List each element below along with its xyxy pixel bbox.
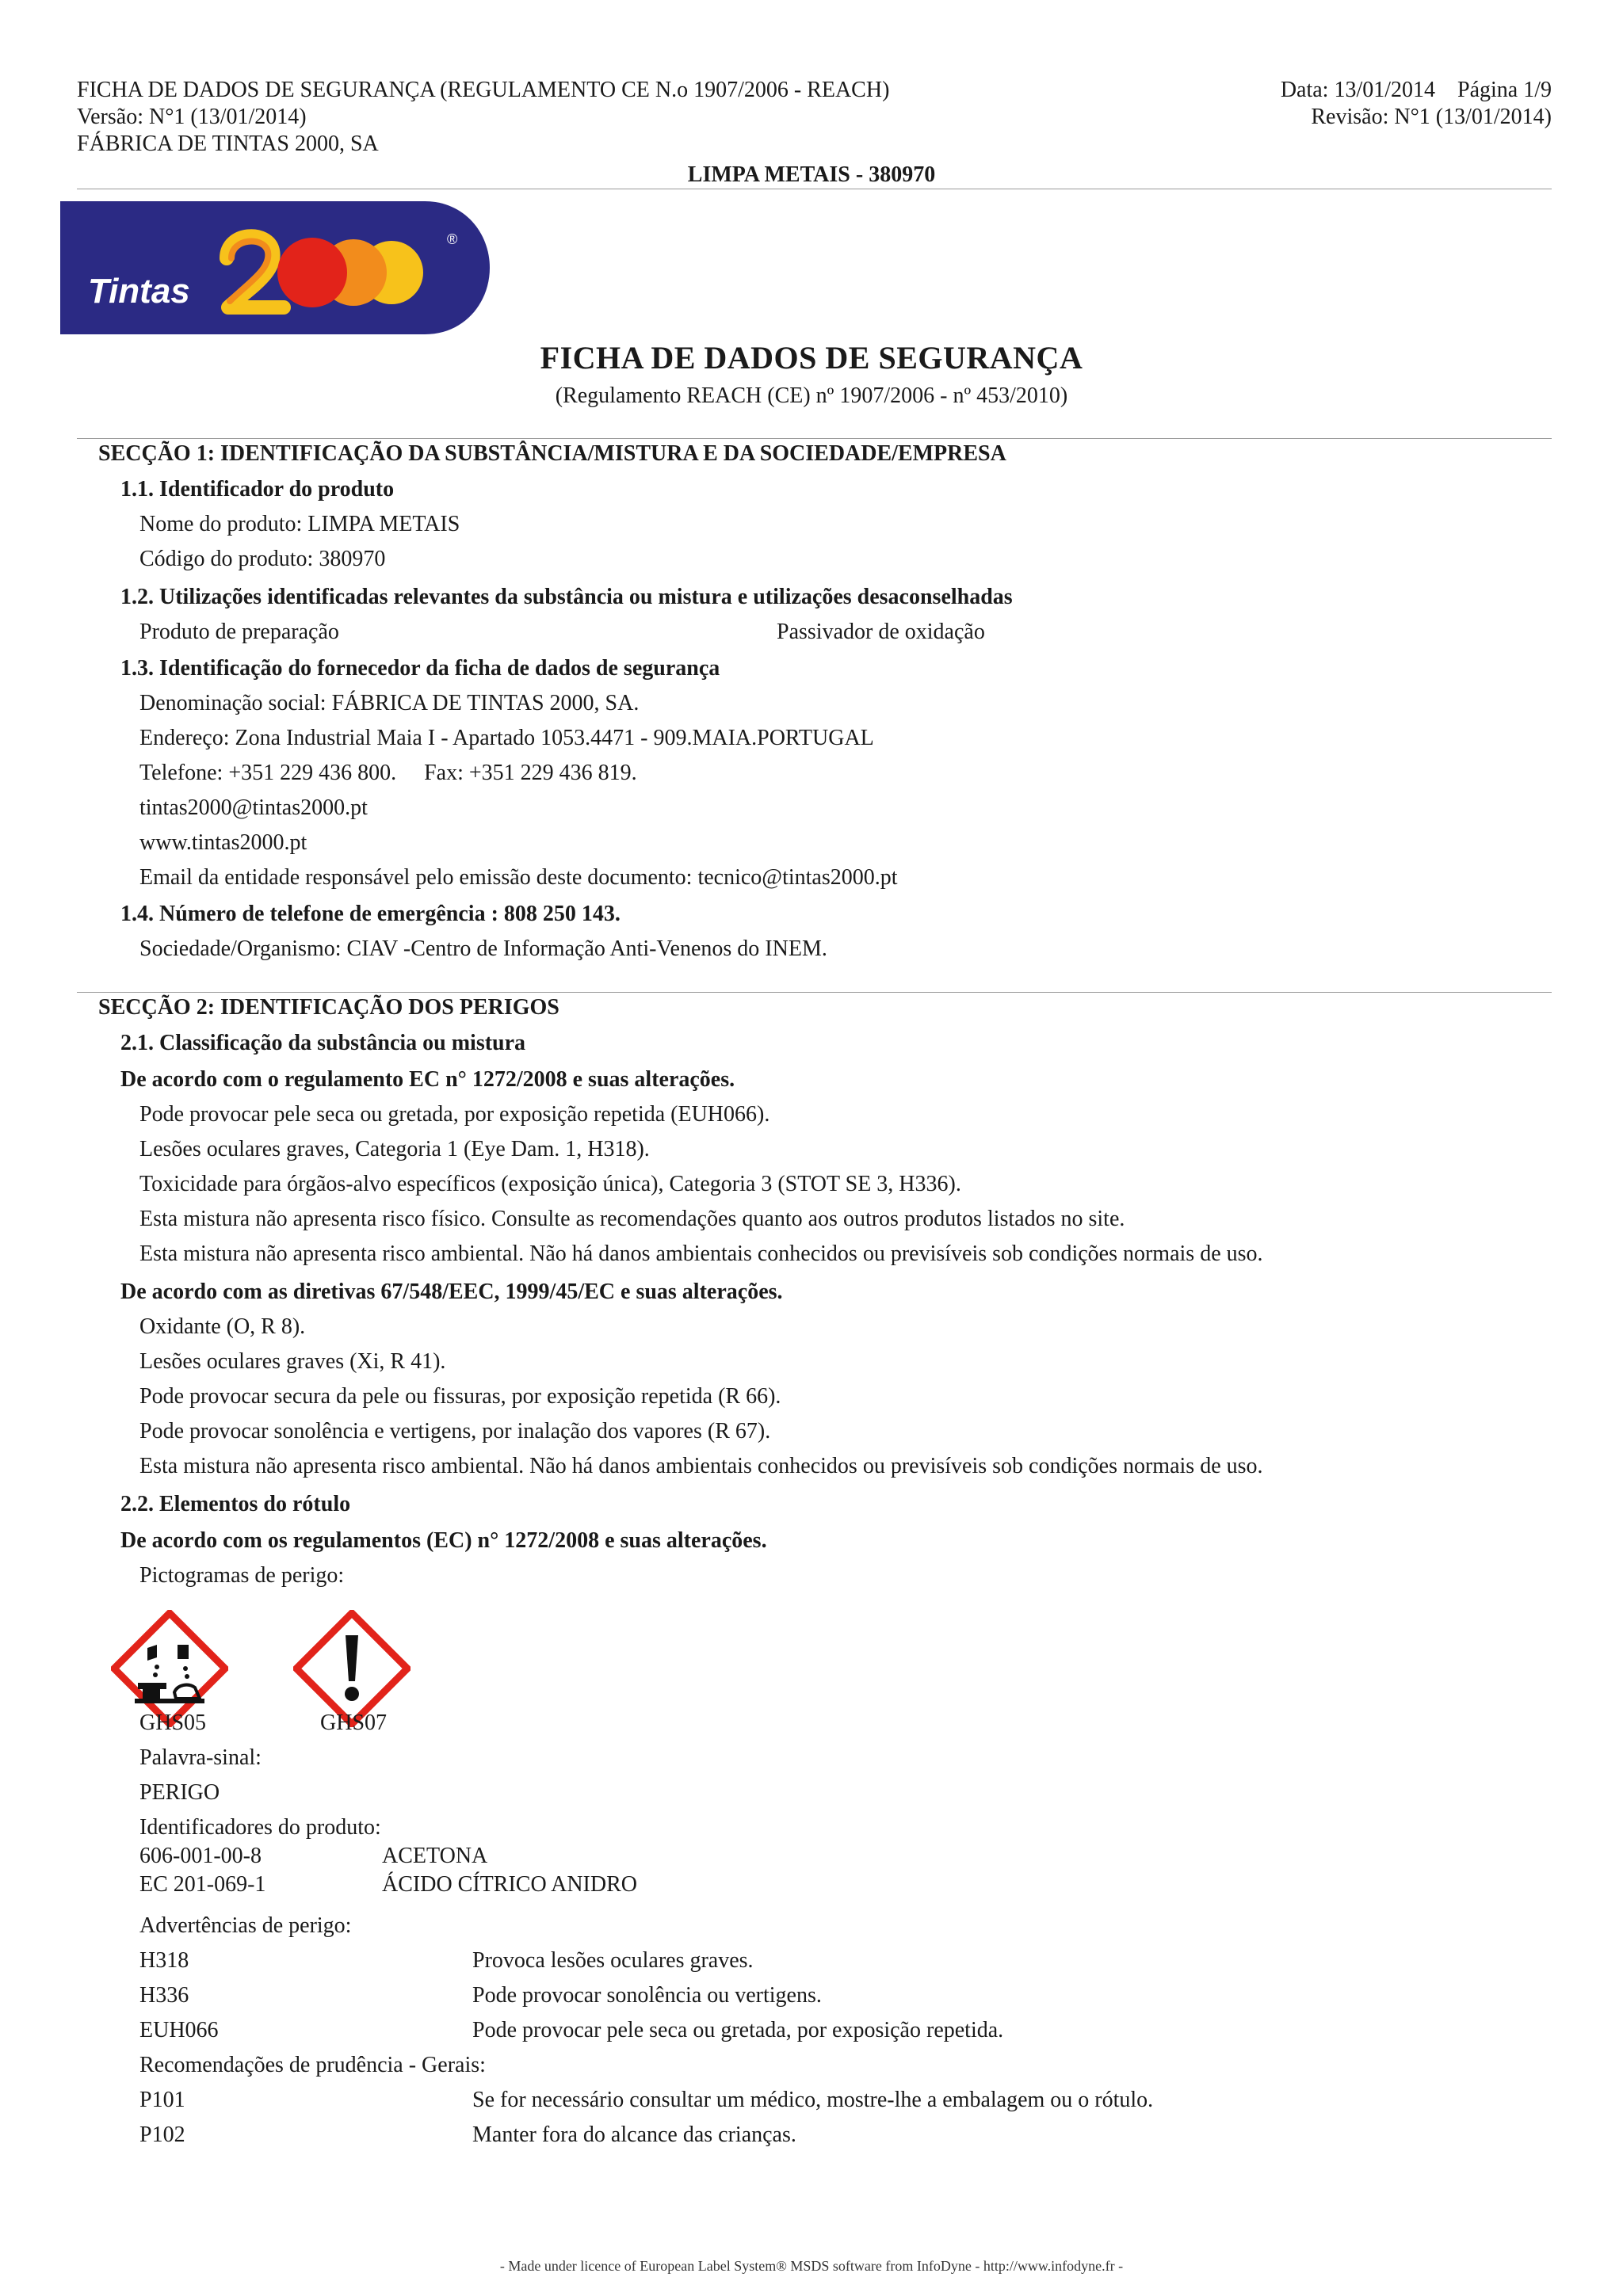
company-name: Denominação social: FÁBRICA DE TINTAS 2000, SA. bbox=[139, 691, 640, 715]
header-version: Versão: N°1 (13/01/2014) bbox=[77, 105, 307, 129]
title-rule bbox=[77, 438, 1552, 439]
document-title: FICHA DE DADOS DE SEGURANÇA bbox=[540, 340, 1083, 376]
classification-line-4: Esta mistura não apresenta risco físico. Consulte as recomendações quanto aos outros produtos listados no site. bbox=[139, 1207, 1125, 1231]
hazard-code: EUH066 bbox=[139, 2018, 219, 2042]
header-date-page: Data: 13/01/2014 Página 1/9 bbox=[1280, 78, 1552, 102]
product-name: Nome do produto: LIMPA METAIS bbox=[139, 512, 460, 536]
identifier-1-name: ACETONA bbox=[382, 1844, 488, 1868]
ghs07-label: GHS07 bbox=[320, 1711, 388, 1735]
classification-line-2: Lesões oculares graves, Categoria 1 (Eye Dam. 1, H318). bbox=[139, 1137, 650, 1161]
precaution-text: Se for necessário consultar um médico, mostre-lhe a embalagem ou o rótulo. bbox=[472, 2088, 1154, 2112]
regulation-1272: De acordo com o regulamento EC n° 1272/2008 e suas alterações. bbox=[120, 1067, 735, 1092]
heading-2-2: 2.2. Elementos do rótulo bbox=[120, 1492, 351, 1516]
heading-1-3: 1.3. Identificação do fornecedor da ficha de dados de segurança bbox=[120, 656, 720, 681]
hazard-text: Pode provocar pele seca ou gretada, por exposição repetida. bbox=[472, 2018, 1004, 2042]
hazard-text: Pode provocar sonolência ou vertigens. bbox=[472, 1983, 822, 2008]
section1-heading: SECÇÃO 1: IDENTIFICAÇÃO DA SUBSTÂNCIA/MISTURA E DA SOCIEDADE/EMPRESA bbox=[98, 441, 1006, 466]
responsible-email: Email da entidade responsável pelo emissão deste documento: tecnico@tintas2000.pt bbox=[139, 865, 898, 890]
identifier-2-code: EC 201-069-1 bbox=[139, 1872, 266, 1897]
regulation-directives: De acordo com as diretivas 67/548/EEC, 1999/45/EC e suas alterações. bbox=[120, 1280, 783, 1304]
directive-line-5: Esta mistura não apresenta risco ambiental. Não há danos ambientais conhecidos ou previsíveis sob condições normais de uso. bbox=[139, 1454, 1263, 1478]
header-product-title: LIMPA METAIS - 380970 bbox=[687, 162, 936, 187]
hazard-text: Provoca lesões oculares graves. bbox=[472, 1948, 754, 1973]
ghs05-label: GHS05 bbox=[139, 1711, 207, 1735]
directive-line-3: Pode provocar secura da pele ou fissuras, por exposição repetida (R 66). bbox=[139, 1384, 781, 1409]
footer-licence: - Made under licence of European Label System® MSDS software from InfoDyne - http://www.infodyne.fr - bbox=[499, 2258, 1124, 2274]
signal-word-label: Palavra-sinal: bbox=[139, 1745, 262, 1770]
heading-1-4: 1.4. Número de telefone de emergência : 808 250 143. bbox=[120, 902, 621, 926]
identifier-1-code: 606-001-00-8 bbox=[139, 1844, 262, 1868]
regulation-label: De acordo com os regulamentos (EC) n° 1272/2008 e suas alterações. bbox=[120, 1528, 767, 1553]
header-revision: Revisão: N°1 (13/01/2014) bbox=[1311, 105, 1552, 129]
use-description: Passivador de oxidação bbox=[777, 620, 985, 644]
tintas2000-logo bbox=[60, 201, 490, 334]
heading-1-1: 1.1. Identificador do produto bbox=[120, 477, 395, 502]
classification-line-1: Pode provocar pele seca ou gretada, por exposição repetida (EUH066). bbox=[139, 1102, 770, 1127]
precaution-text: Manter fora do alcance das crianças. bbox=[472, 2122, 796, 2147]
company-email: tintas2000@tintas2000.pt bbox=[139, 795, 368, 820]
identifiers-label: Identificadores do produto: bbox=[139, 1815, 381, 1840]
classification-line-3: Toxicidade para órgãos-alvo específicos (exposição única), Categoria 3 (STOT SE 3, H336). bbox=[139, 1172, 961, 1196]
logo-text: Tintas bbox=[88, 272, 190, 311]
directive-line-1: Oxidante (O, R 8). bbox=[139, 1314, 306, 1339]
signal-word: PERIGO bbox=[139, 1780, 220, 1805]
company-website: www.tintas2000.pt bbox=[139, 830, 307, 855]
identifier-2-name: ÁCIDO CÍTRICO ANIDRO bbox=[382, 1872, 637, 1897]
header-left bbox=[77, 77, 889, 158]
emergency-organism: Sociedade/Organismo: CIAV -Centro de Informação Anti-Venenos do INEM. bbox=[139, 936, 827, 961]
precautions-label: Recomendações de prudência - Gerais: bbox=[139, 2053, 486, 2077]
precaution-code: P102 bbox=[139, 2122, 185, 2147]
header-regulation: FICHA DE DADOS DE SEGURANÇA (REGULAMENTO CE N.o 1907/2006 - REACH) bbox=[77, 78, 890, 102]
classification-line-5: Esta mistura não apresenta risco ambiental. Não há danos ambientais conhecidos ou previsíveis sob condições normais de uso. bbox=[139, 1241, 1263, 1266]
pictograms-label: Pictogramas de perigo: bbox=[139, 1563, 345, 1588]
use-product-type: Produto de preparação bbox=[139, 620, 339, 644]
product-code: Código do produto: 380970 bbox=[139, 547, 386, 571]
section2-heading: SECÇÃO 2: IDENTIFICAÇÃO DOS PERIGOS bbox=[98, 995, 559, 1020]
hazard-code: H336 bbox=[139, 1983, 189, 2008]
header-company: FÁBRICA DE TINTAS 2000, SA bbox=[77, 132, 379, 156]
company-phone-fax: Telefone: +351 229 436 800. Fax: +351 229 436 819. bbox=[139, 761, 637, 785]
directive-line-2: Lesões oculares graves (Xi, R 41). bbox=[139, 1349, 446, 1374]
heading-2-1: 2.1. Classificação da substância ou mistura bbox=[120, 1031, 526, 1055]
document-subtitle: (Regulamento REACH (CE) nº 1907/2006 - nº 453/2010) bbox=[555, 383, 1068, 408]
directive-line-4: Pode provocar sonolência e vertigens, por inalação dos vapores (R 67). bbox=[139, 1419, 771, 1444]
heading-1-2: 1.2. Utilizações identificadas relevantes da substância ou mistura e utilizações desaconselhadas bbox=[120, 585, 1013, 609]
registered-mark: ® bbox=[447, 231, 458, 247]
hazard-statements-label: Advertências de perigo: bbox=[139, 1913, 352, 1938]
section1-rule bbox=[77, 992, 1552, 993]
header-right bbox=[1281, 77, 1552, 131]
precaution-code: P101 bbox=[139, 2088, 185, 2112]
hazard-code: H318 bbox=[139, 1948, 189, 1973]
company-address: Endereço: Zona Industrial Maia I - Apartado 1053.4471 - 909.MAIA.PORTUGAL bbox=[139, 726, 874, 750]
